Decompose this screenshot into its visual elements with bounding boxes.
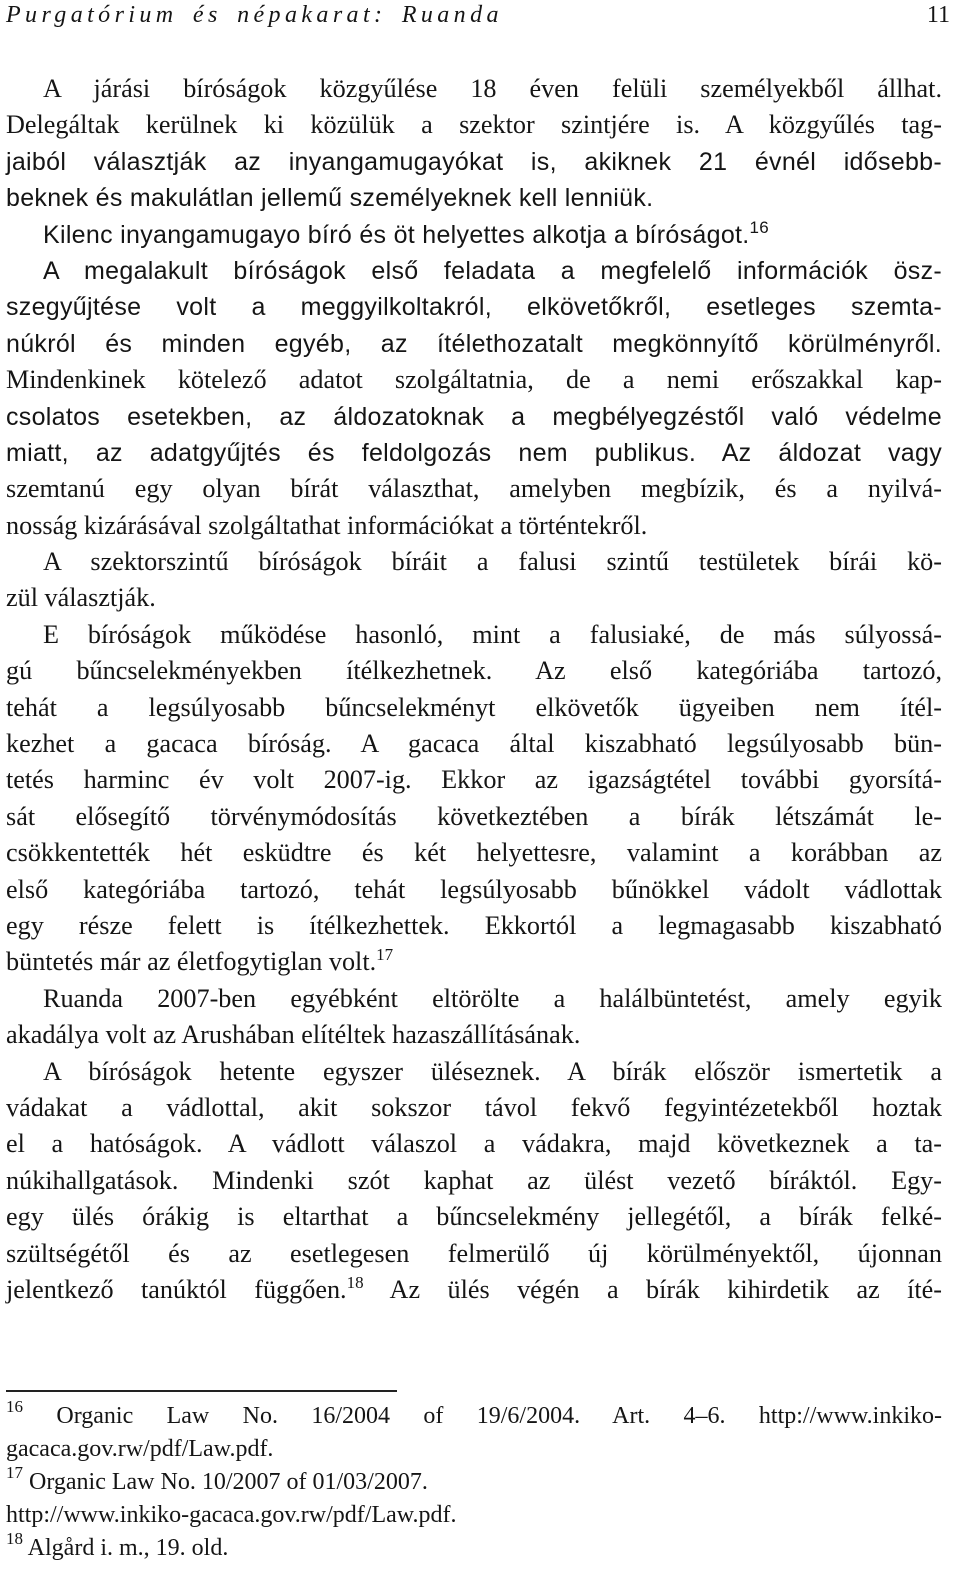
footnote-text: gacaca.gov.rw/pdf/Law.pdf. — [6, 1436, 274, 1462]
line-text: A megalakult bíróságok első feladata a megfelelő információk ösz- — [43, 256, 942, 285]
line-text: beknek és makulátlan jellemű személyeknek kell lenniük. — [6, 184, 654, 213]
line-text: nosság kizárásával szolgáltathat információkat a történtekről. — [6, 510, 648, 540]
footnote-marker: 18 — [346, 1272, 364, 1292]
text-line — [6, 217, 942, 253]
line-text: vádakat a vádlottal, akit sokszor távol fekvő fegyintézetekből hoztak — [6, 1092, 942, 1122]
text-line — [6, 944, 942, 980]
text-line — [6, 289, 942, 325]
text-line — [6, 1090, 942, 1126]
line-text: A bíróságok hetente egyszer üléseznek. A bírák először ismertetik a — [43, 1056, 942, 1086]
line-text: csolatos esetekben, az áldozatoknak a megbélyegzéstől való védelme — [6, 402, 942, 431]
text-line — [6, 981, 942, 1017]
line-text: núkról és minden egyéb, az ítélethozatalt megkönnyítő körülményről. — [6, 329, 942, 358]
text-line — [6, 1017, 942, 1053]
text-line — [6, 180, 942, 216]
footnote-line — [6, 1530, 942, 1563]
footnote-number: 16 — [6, 1397, 23, 1416]
text-line — [6, 362, 942, 398]
footnote-line — [6, 1497, 942, 1530]
text-line — [6, 1272, 942, 1308]
line-text: szegyűjtése volt a meggyilkoltakról, elkövetőkről, esetleges szemta- — [6, 293, 942, 322]
footnote-text: Algård i. m., 19. old. — [23, 1535, 229, 1561]
line-text: tetés harminc év volt 2007-ig. Ekkor az igazságtétel további gyorsítá- — [6, 765, 942, 795]
line-text: szemtanú egy olyan bírát választhat, amelyben megbízik, és a nyilvá- — [6, 474, 942, 504]
line-text: Kilenc inyangamugayo bíró és öt helyettes alkotja a bíróságot. — [43, 220, 750, 249]
body-text — [6, 71, 942, 1308]
text-line — [6, 1163, 942, 1199]
text-line — [6, 508, 942, 544]
line-text: zül választják. — [6, 583, 156, 613]
text-line — [6, 726, 942, 762]
line-text: A szektorszintű bíróságok bíráit a falusi szintű testületek bírái kö- — [43, 547, 942, 577]
line-text: egy ülés órákig is eltarthat a bűncselekmény jellegétől, a bírák felké- — [6, 1202, 942, 1232]
footnote-text: Organic Law No. 16/2004 of 19/6/2004. Art. 4–6. http://www.inkiko- — [23, 1403, 942, 1429]
footnote-separator — [6, 1390, 397, 1392]
footnote-line — [6, 1464, 942, 1497]
footnote — [6, 1398, 942, 1464]
running-title: Purgatórium és népakarat: Ruanda — [6, 2, 503, 28]
text-line — [6, 872, 942, 908]
footnote — [6, 1530, 942, 1563]
footnote-line — [6, 1398, 942, 1431]
line-text: sát elősegítő törvénymódosítás következtében a bírák létszámát le- — [6, 801, 942, 831]
text-line — [6, 1236, 942, 1272]
text-line — [6, 1054, 942, 1090]
footnote-text: Organic Law No. 10/2007 of 01/03/2007. — [23, 1469, 428, 1495]
text-line — [6, 1126, 942, 1162]
footnotes — [6, 1398, 942, 1563]
footnote-number: 18 — [6, 1529, 23, 1548]
text-line — [6, 580, 942, 616]
footnote-marker: 17 — [376, 945, 394, 965]
footnote — [6, 1464, 942, 1530]
line-text: A járási bíróságok közgyűlése 18 éven felüli személyekből állhat. — [43, 74, 942, 103]
page-number: 11 — [926, 2, 950, 28]
line-text: Delegáltak kerülnek ki közülük a szektor szintjére is. A közgyűlés tag- — [6, 110, 942, 140]
line-text: kezhet a gacaca bíróság. A gacaca által kiszabható legsúlyosabb bün- — [6, 729, 942, 759]
footnote-text: http://www.inkiko-gacaca.gov.rw/pdf/Law.pdf. — [6, 1502, 457, 1528]
line-text: Ruanda 2007-ben egyébként eltörölte a halálbüntetést, amely egyik — [43, 983, 942, 1013]
line-text: első kategóriába tartozó, tehát legsúlyosabb bűnökkel vádolt vádlottak — [6, 874, 942, 904]
line-text: núkihallgatások. Mindenki szót kaphat az ülést vezető bíráktól. Egy- — [6, 1165, 942, 1195]
text-line — [6, 435, 942, 471]
text-line — [6, 544, 942, 580]
text-line — [6, 107, 942, 143]
line-text: csökkentették hét esküdtre és két helyettesre, valamint a korábban az — [6, 838, 942, 868]
footnote-line — [6, 1431, 942, 1464]
line-text: gú bűncselekményekben ítélkezhetnek. Az első kategóriába tartozó, — [6, 656, 942, 686]
line-text: el a hatóságok. A vádlott válaszol a vádakra, majd következnek a ta- — [6, 1129, 942, 1159]
line-text-continued: Az ülés végén a bírák kihirdetik az íté- — [363, 1274, 942, 1304]
text-line — [6, 144, 942, 180]
text-line — [6, 908, 942, 944]
text-line — [6, 617, 942, 653]
line-text: jelentkező tanúktól függően. — [6, 1274, 347, 1304]
line-text: büntetés már az életfogytiglan volt. — [6, 947, 377, 977]
line-text: Mindenkinek kötelező adatot szolgáltatnia, de a nemi erőszakkal kap- — [6, 365, 942, 395]
text-line — [6, 799, 942, 835]
line-text: E bíróságok működése hasonló, mint a falusiaké, de más súlyossá- — [43, 619, 942, 649]
text-line — [6, 253, 942, 289]
footnote-number: 17 — [6, 1463, 23, 1482]
line-text: jaiból választják az inyangamugayókat is, akiknek 21 évnél idősebb- — [6, 147, 942, 176]
line-text: egy része felett is ítélkezhettek. Ekkortól a legmagasabb kiszabható — [6, 910, 942, 940]
text-line — [6, 71, 942, 107]
line-text: szültségétől és az esetlegesen felmerülő új körülményektől, újonnan — [6, 1238, 942, 1268]
text-line — [6, 835, 942, 871]
text-line — [6, 690, 942, 726]
text-line — [6, 653, 942, 689]
text-line — [6, 471, 942, 507]
line-text: tehát a legsúlyosabb bűncselekményt elkövetők ügyeiben nem ítél- — [6, 692, 942, 722]
text-line — [6, 762, 942, 798]
line-text: miatt, az adatgyűjtés és feldolgozás nem publikus. Az áldozat vagy — [6, 438, 942, 467]
text-line — [6, 399, 942, 435]
line-text: akadálya volt az Arushában elítéltek hazaszállításának. — [6, 1020, 581, 1050]
page-header — [6, 2, 950, 36]
text-line — [6, 326, 942, 362]
footnote-marker: 16 — [749, 217, 770, 237]
text-line — [6, 1199, 942, 1235]
